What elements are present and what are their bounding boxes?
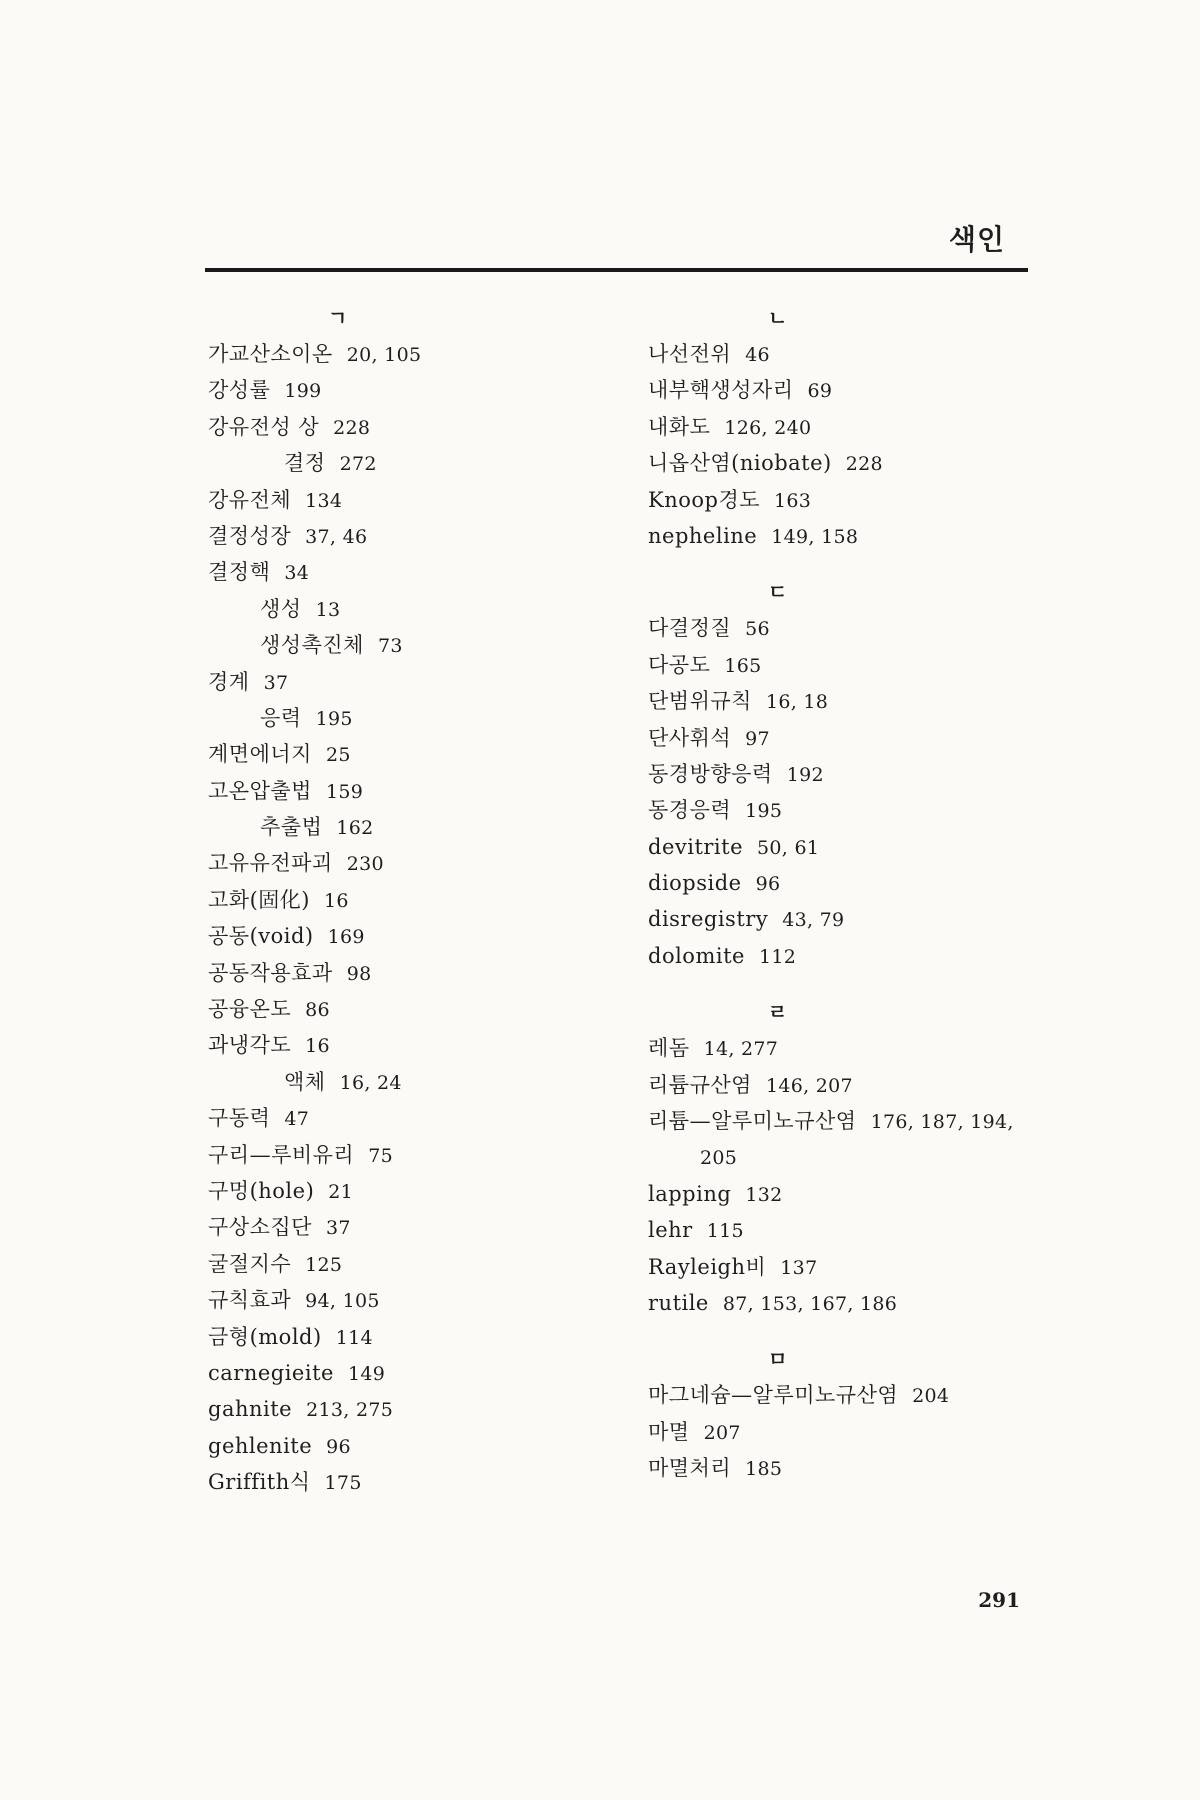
index-subentry xyxy=(208,445,628,481)
index-entry xyxy=(208,1173,628,1209)
index-entry xyxy=(208,1282,628,1318)
index-entry xyxy=(208,372,628,408)
index-entry xyxy=(208,664,628,700)
index-pages: 137 xyxy=(780,1256,818,1279)
index-pages: 132 xyxy=(745,1183,783,1206)
index-term: 공동(void) xyxy=(208,924,314,949)
index-term: 내화도 xyxy=(648,414,711,439)
index-term: 마멸 xyxy=(648,1419,690,1444)
index-term: 동경방향응력 xyxy=(648,761,773,786)
index-pages: 69 xyxy=(807,380,833,403)
index-pages: 195 xyxy=(745,800,783,823)
page-title: 색인 xyxy=(948,223,1005,256)
index-term: 응력 xyxy=(260,705,302,730)
index-entry xyxy=(208,1209,628,1245)
index-term: 결정핵 xyxy=(208,560,271,585)
index-entry xyxy=(208,1319,628,1355)
index-pages: 86 xyxy=(305,999,330,1022)
index-pages: 37, 46 xyxy=(305,525,368,548)
index-entry xyxy=(648,1212,1068,1248)
index-pages: 205 xyxy=(700,1147,738,1170)
index-pages: 96 xyxy=(326,1435,351,1458)
index-entry xyxy=(208,1391,628,1427)
index-pages: 185 xyxy=(745,1458,783,1481)
index-entry xyxy=(648,1030,1068,1066)
index-term: 고화(固化) xyxy=(208,887,310,912)
index-term: 마멸처리 xyxy=(648,1456,732,1481)
index-term: 고온압출법 xyxy=(208,778,312,803)
index-term: gahnite xyxy=(208,1397,293,1422)
index-term: 액체 xyxy=(284,1069,326,1094)
index-pages: 37 xyxy=(325,1217,351,1240)
index-pages: 13 xyxy=(315,598,341,621)
index-term: rutile xyxy=(648,1290,709,1315)
header-rule xyxy=(205,268,1028,272)
index-pages: 25 xyxy=(325,744,351,767)
index-subentry xyxy=(208,1064,628,1100)
index-entry xyxy=(208,1027,628,1063)
section-heading: ㄴ xyxy=(768,306,788,330)
index-entry xyxy=(208,1428,628,1464)
index-term: 금형(mold) xyxy=(208,1324,322,1349)
index-entry xyxy=(648,1285,1068,1321)
index-term: 공동작용효과 xyxy=(208,960,333,985)
index-pages: 162 xyxy=(336,817,374,840)
index-pages: 228 xyxy=(845,453,883,476)
index-pages: 134 xyxy=(305,489,343,512)
index-term: 니옵산염(niobate) xyxy=(648,451,832,476)
index-pages: 175 xyxy=(324,1472,362,1495)
index-term: 구동력 xyxy=(208,1106,271,1131)
index-term: 동경응력 xyxy=(648,798,732,823)
section-heading: ㄷ xyxy=(768,580,788,605)
index-pages: 34 xyxy=(284,562,310,585)
index-entry xyxy=(648,647,1068,683)
index-term: lapping xyxy=(648,1181,732,1206)
section-heading: ㄹ xyxy=(768,1000,788,1025)
index-entry xyxy=(208,845,628,881)
index-pages: 165 xyxy=(724,654,762,677)
index-pages: 228 xyxy=(333,416,371,439)
index-term: 생성촉진체 xyxy=(260,633,364,658)
index-term: Rayleigh비 xyxy=(648,1254,767,1279)
index-term: devitrite xyxy=(648,834,744,859)
index-term: 단범위규칙 xyxy=(648,689,752,714)
index-entry xyxy=(208,409,628,445)
index-entry xyxy=(648,938,1068,974)
index-entry xyxy=(208,1100,628,1136)
index-pages: 14, 277 xyxy=(703,1038,779,1061)
index-entry xyxy=(208,482,628,518)
index-pages: 87, 153, 167, 186 xyxy=(722,1292,898,1315)
index-entry xyxy=(208,518,628,554)
index-entry xyxy=(648,1067,1068,1103)
index-pages: 230 xyxy=(346,853,384,876)
index-entry xyxy=(208,1246,628,1282)
index-entry xyxy=(208,773,628,809)
index-subentry xyxy=(208,809,628,845)
section-heading: ㄱ xyxy=(328,306,348,330)
index-term: 계면에너지 xyxy=(208,742,312,767)
index-term: nepheline xyxy=(648,523,758,548)
index-pages: 204 xyxy=(912,1385,950,1408)
index-entry xyxy=(648,409,1068,445)
index-entry xyxy=(648,720,1068,756)
index-pages: 56 xyxy=(745,618,770,641)
index-pages: 97 xyxy=(745,727,770,750)
index-pages: 169 xyxy=(327,926,365,949)
index-pages: 98 xyxy=(346,962,372,985)
index-pages: 47 xyxy=(284,1108,310,1131)
index-term: 규칙효과 xyxy=(208,1288,292,1313)
index-entry xyxy=(648,901,1068,937)
index-entry xyxy=(648,336,1068,372)
index-term: 추출법 xyxy=(260,815,323,840)
index-pages: 213, 275 xyxy=(306,1399,394,1422)
index-term: 고유유전파괴 xyxy=(208,851,333,876)
index-term: 가교산소이온 xyxy=(208,342,333,366)
index-pages: 149 xyxy=(347,1362,386,1385)
index-pages: 16 xyxy=(305,1035,330,1058)
index-term: lehr xyxy=(648,1218,693,1243)
index-pages: 149, 158 xyxy=(771,525,859,548)
index-term: Knoop경도 xyxy=(648,487,761,512)
index-subentry xyxy=(208,591,628,627)
index-term: gehlenite xyxy=(208,1433,313,1458)
section-heading: ㅁ xyxy=(768,1347,788,1372)
index-entry xyxy=(648,1414,1068,1450)
index-term: 구리—루비유리 xyxy=(208,1142,355,1167)
index-pages: 112 xyxy=(758,945,797,968)
index-term: 결정성장 xyxy=(208,523,292,548)
index-term: dolomite xyxy=(648,943,745,968)
index-term: 구멍(hole) xyxy=(208,1178,315,1203)
index-entry xyxy=(648,865,1068,901)
index-entry xyxy=(648,1377,1068,1413)
index-term: 생성 xyxy=(260,596,302,621)
index-entry xyxy=(208,736,628,772)
index-term: 마그네슘—알루미노규산염 xyxy=(648,1383,899,1408)
index-entry xyxy=(648,1450,1068,1486)
index-pages: 115 xyxy=(706,1220,744,1243)
index-pages: 16 xyxy=(323,889,349,912)
index-pages: 272 xyxy=(339,453,377,476)
index-entry xyxy=(648,372,1068,408)
index-term: 다결정질 xyxy=(648,616,732,641)
index-column-left xyxy=(208,300,628,1501)
index-pages: 16, 18 xyxy=(765,691,829,714)
index-entry xyxy=(648,610,1068,646)
index-entry xyxy=(648,1249,1068,1285)
index-term: 다공도 xyxy=(648,652,711,677)
index-entry xyxy=(648,482,1068,518)
index-entry xyxy=(208,554,628,590)
index-pages: 125 xyxy=(305,1253,343,1276)
index-term: Griffith식 xyxy=(208,1470,311,1495)
index-entry xyxy=(208,1355,628,1391)
index-term: 결정 xyxy=(284,451,326,476)
index-term: 단사휘석 xyxy=(648,725,732,750)
index-pages: 73 xyxy=(377,635,403,658)
index-pages: 126, 240 xyxy=(724,416,812,439)
index-entry xyxy=(208,882,628,918)
index-term: 과냉각도 xyxy=(208,1033,292,1058)
index-subentry xyxy=(208,700,628,736)
index-entry xyxy=(648,518,1068,554)
index-entry xyxy=(208,991,628,1027)
index-entry xyxy=(648,756,1068,792)
index-pages: 37 xyxy=(263,671,289,694)
index-pages: 94, 105 xyxy=(305,1290,380,1313)
index-entry xyxy=(208,336,628,372)
index-pages: 21 xyxy=(328,1180,354,1203)
index-entry xyxy=(208,955,628,991)
index-entry xyxy=(648,683,1068,719)
index-pages: 114 xyxy=(335,1326,373,1349)
index-entry xyxy=(648,445,1068,481)
index-entry xyxy=(208,918,628,954)
index-term: 강성률 xyxy=(208,378,271,403)
index-pages: 46 xyxy=(745,344,770,366)
index-column-right xyxy=(648,300,1068,1487)
index-pages: 16, 24 xyxy=(339,1071,402,1094)
index-term: 강유전체 xyxy=(208,487,292,512)
index-pages: 146, 207 xyxy=(765,1074,853,1097)
index-entry xyxy=(648,1176,1068,1212)
index-entry xyxy=(648,829,1068,865)
index-pages: 195 xyxy=(315,707,353,730)
index-term: 굴절지수 xyxy=(208,1251,292,1276)
index-pages: 75 xyxy=(368,1144,393,1167)
index-term: 리튬규산염 xyxy=(648,1072,752,1097)
index-term: 구상소집단 xyxy=(208,1215,312,1240)
index-term: 경계 xyxy=(208,669,250,694)
index-term: 강유전성 상 xyxy=(208,414,320,439)
index-term: carnegieite xyxy=(208,1360,334,1385)
index-pages: 20, 105 xyxy=(346,344,422,366)
index-term: 레돔 xyxy=(648,1036,690,1061)
index-subentry xyxy=(648,1139,1068,1175)
index-term: 내부핵생성자리 xyxy=(648,378,794,403)
index-pages: 207 xyxy=(703,1421,741,1444)
index-entry xyxy=(208,1464,628,1500)
index-pages: 96 xyxy=(755,873,781,896)
index-pages: 159 xyxy=(325,780,364,803)
index-entry xyxy=(648,792,1068,828)
index-pages: 192 xyxy=(786,763,824,786)
index-term: 공융온도 xyxy=(208,997,292,1022)
index-term: disregistry xyxy=(648,907,769,932)
index-pages: 43, 79 xyxy=(782,909,845,932)
index-term: 리튬—알루미노규산염 xyxy=(648,1109,857,1134)
index-pages: 50, 61 xyxy=(757,836,820,859)
page-number: 291 xyxy=(978,1588,1020,1612)
index-entry xyxy=(648,1103,1068,1139)
index-subentry xyxy=(208,627,628,663)
index-entry xyxy=(208,1137,628,1173)
index-pages: 199 xyxy=(284,380,322,403)
index-term: diopside xyxy=(648,871,742,896)
index-pages: 176, 187, 194, xyxy=(870,1111,1014,1134)
index-term: 나선전위 xyxy=(648,342,732,366)
index-pages: 163 xyxy=(774,489,812,512)
